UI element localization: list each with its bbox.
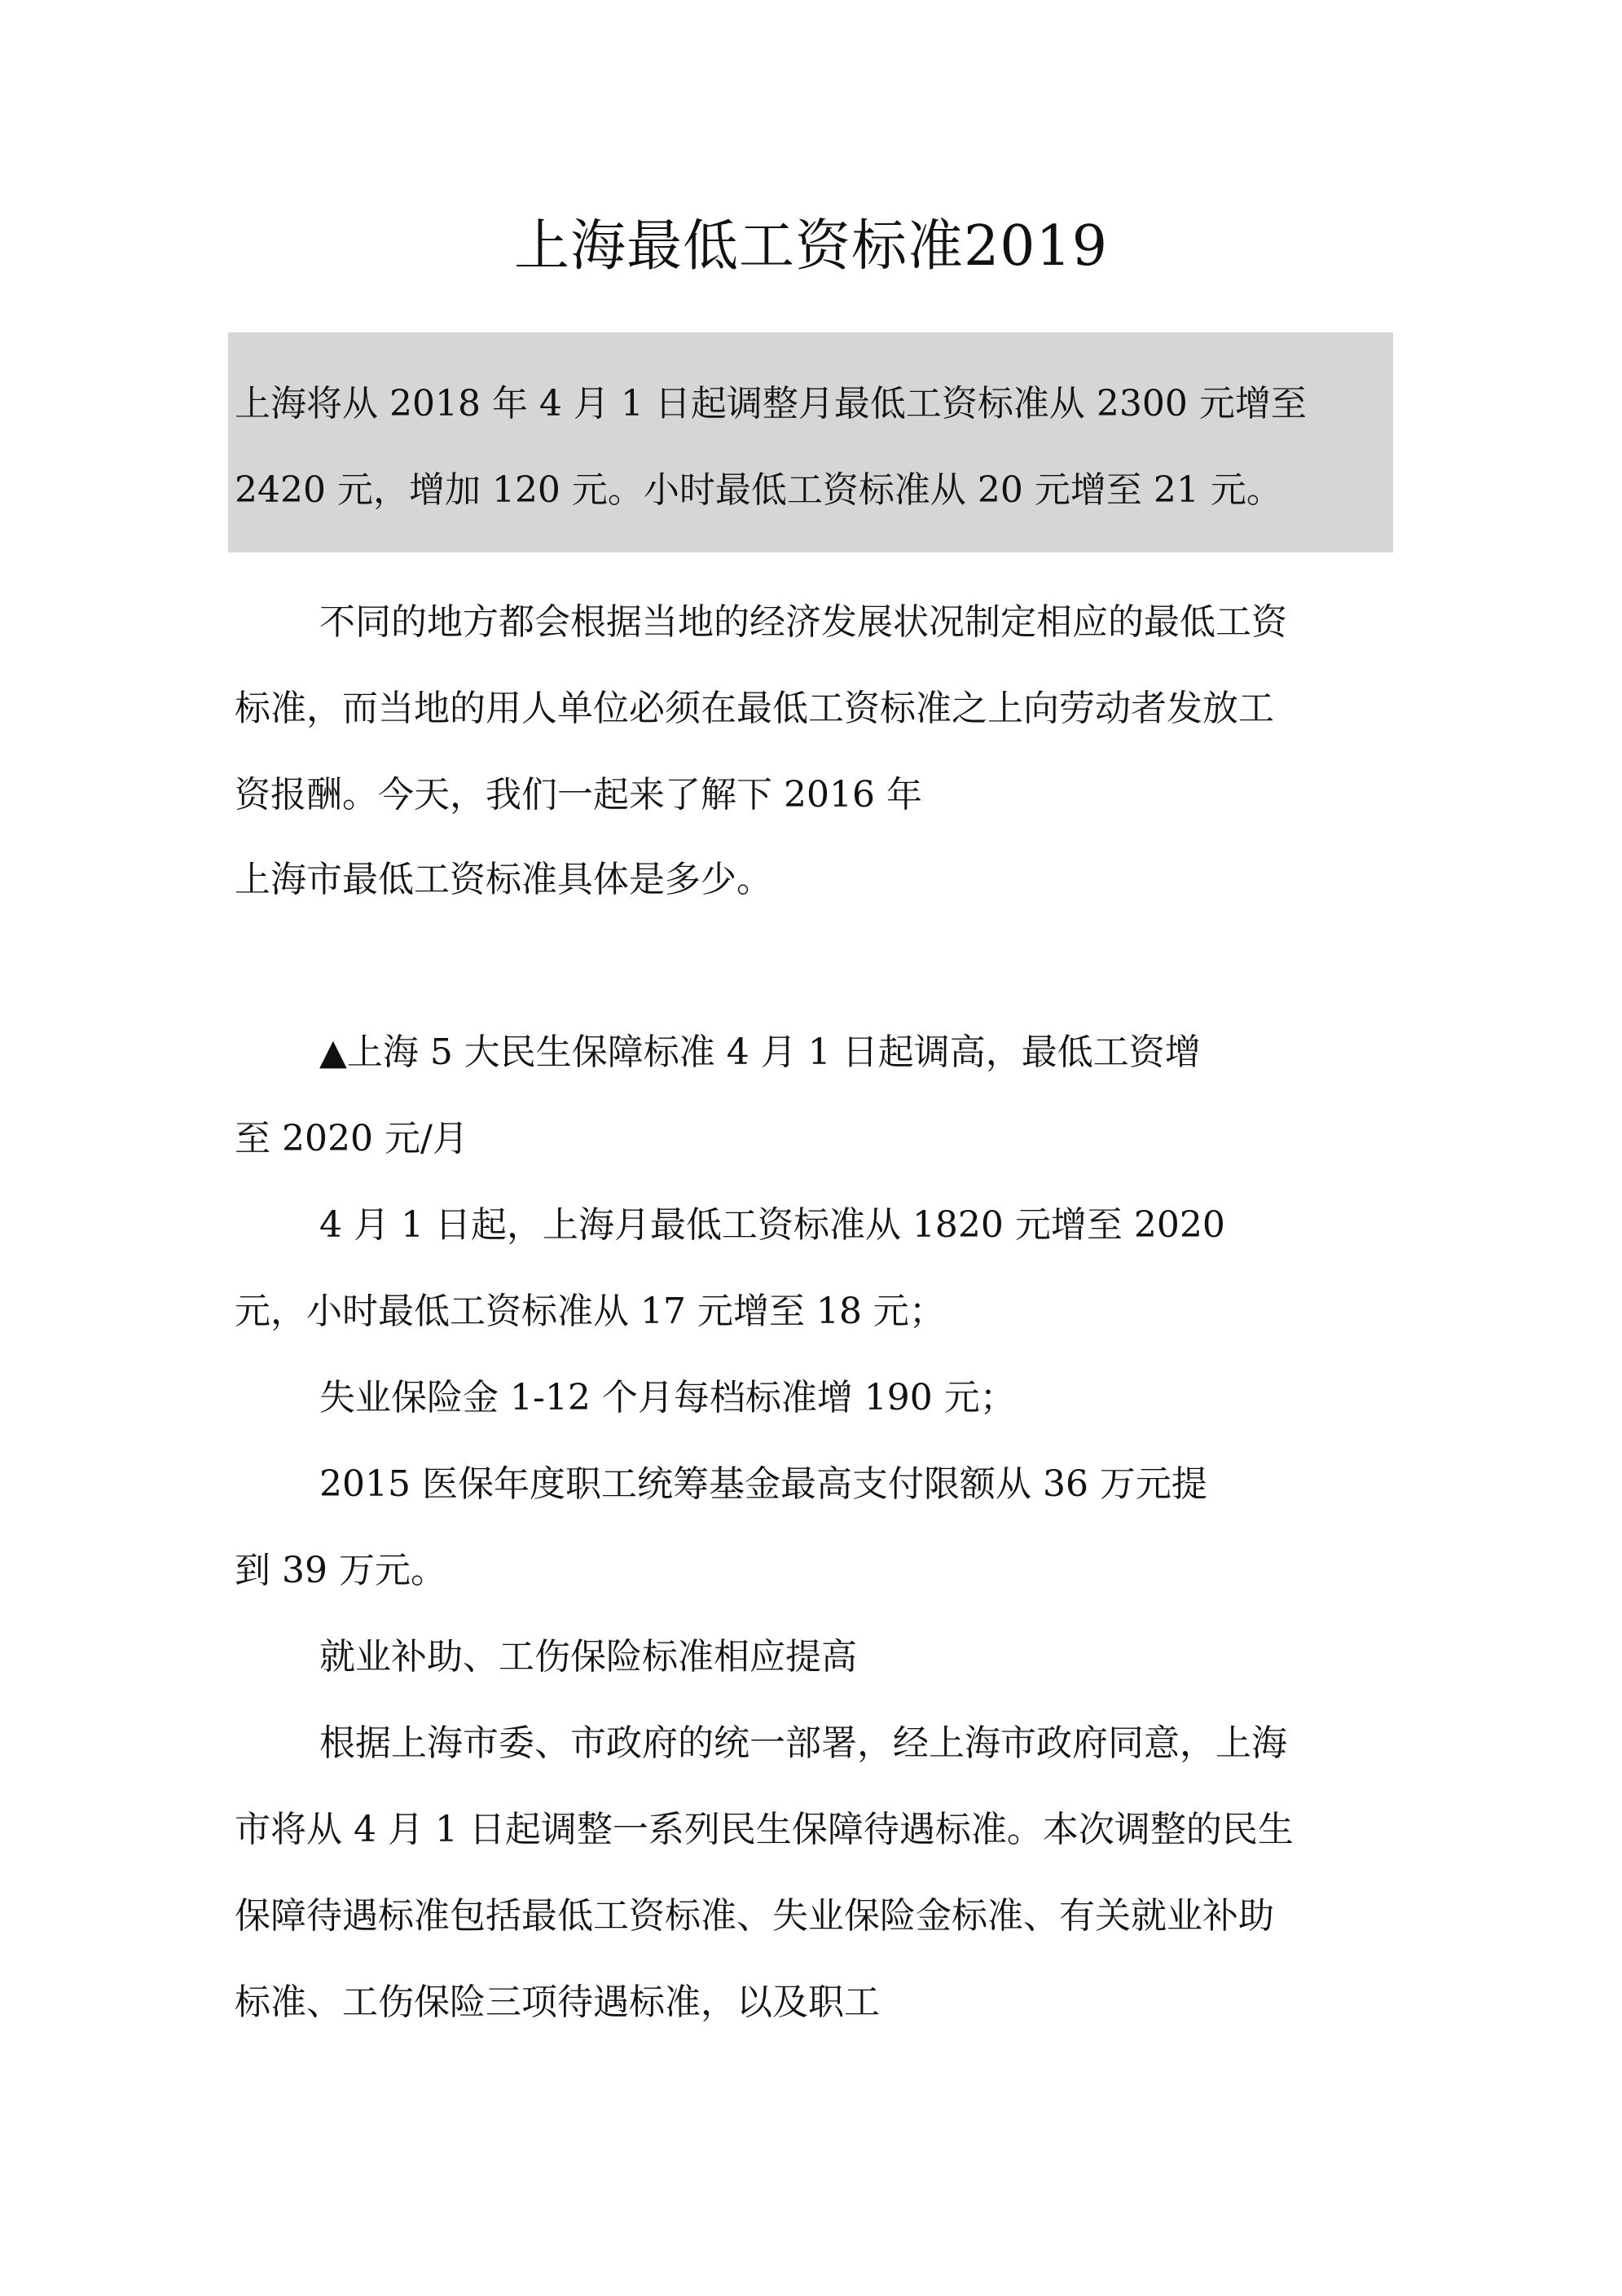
body-line: 2015 医保年度职工统筹基金最高支付限额从 36 万元提 (319, 1463, 1207, 1505)
body-line: 失业保险金 1-12 个月每档标准增 190 元； (319, 1377, 1016, 1419)
body-line: 4 月 1 日起，上海月最低工资标准从 1820 元增至 2020 (319, 1204, 1225, 1246)
intro-line: 标准，而当地的用人单位必须在最低工资标准之上向劳动者发放工 (235, 688, 1274, 729)
body-line: 元，小时最低工资标准从 17 元增至 18 元； (235, 1291, 945, 1332)
body-line: 至 2020 元/月 (235, 1118, 468, 1159)
body-line: 标准、工伤保险三项待遇标准，以及职工 (235, 1982, 880, 2023)
document-title: 上海最低工资标准2019 (513, 214, 1109, 279)
intro-line: 不同的地方都会根据当地的经济发展状况制定相应的最低工资 (319, 601, 1287, 643)
intro-line: 上海市最低工资标准具体是多少。 (235, 859, 772, 900)
body-line: 到 39 万元。 (235, 1550, 446, 1591)
body-line: 根据上海市委、市政府的统一部署，经上海市政府同意，上海 (319, 1722, 1287, 1764)
highlight-line: 上海将从 2018 年 4 月 1 日起调整月最低工资标准从 2300 元增至 (235, 383, 1307, 424)
body-line: 就业补助、工伤保险标准相应提高 (319, 1636, 857, 1678)
highlight-line: 2420 元，增加 120 元。小时最低工资标准从 20 元增至 21 元。 (235, 469, 1282, 511)
section-heading: ▲上海 5 大民生保障标准 4 月 1 日起调高，最低工资增 (319, 1031, 1201, 1073)
body-line: 保障待遇标准包括最低工资标准、失业保险金标准、有关就业补助 (235, 1895, 1274, 1937)
body-line: 市将从 4 月 1 日起调整一系列民生保障待遇标准。本次调整的民生 (235, 1809, 1294, 1850)
intro-line: 资报酬。今天，我们一起来了解下 2016 年 (235, 774, 922, 816)
highlight-box (228, 332, 1393, 552)
